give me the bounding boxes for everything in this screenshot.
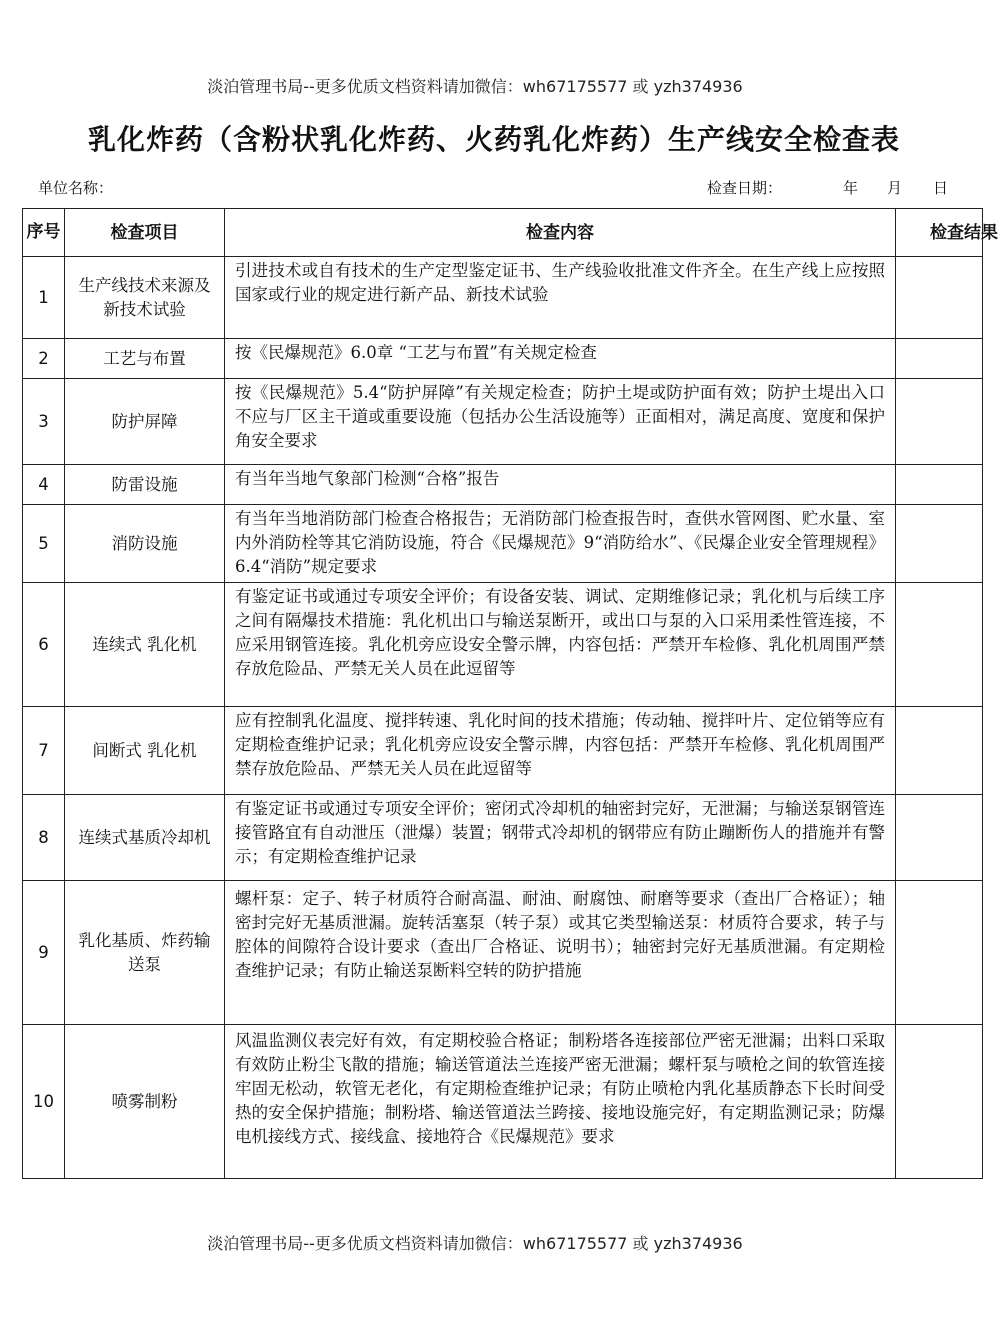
row-content: 引进技术或自有技术的生产定型鉴定证书、生产线验收批准文件齐全。在生产线上应按照国家或行业的规定进行新产品、新技术试验 (225, 257, 896, 339)
row-content: 有鉴定证书或通过专项安全评价；密闭式冷却机的轴密封完好，无泄漏；与输送泵钢管连接管路宜有自动泄压（泄爆）装置；钢带式冷却机的钢带应有防止蹦断伤人的措施并有警示；有定期检查维护记录 (225, 795, 896, 881)
date-label: 检查日期： (707, 179, 783, 197)
row-item: 防雷设施 (65, 465, 225, 505)
inspection-date (707, 177, 948, 198)
row-item: 消防设施 (65, 505, 225, 583)
date-day: 日 (933, 179, 949, 197)
row-result[interactable] (896, 881, 983, 1025)
row-result[interactable] (896, 379, 983, 465)
row-content: 应有控制乳化温度、搅拌转速、乳化时间的技术措施；传动轴、搅拌叶片、定位销等应有定期检查维护记录；乳化机旁应设安全警示牌，内容包括：严禁开车检修、乳化机周围严禁存放危险品、严禁无关人员在此逗留等 (225, 707, 896, 795)
row-result[interactable] (896, 339, 983, 379)
row-result[interactable] (896, 795, 983, 881)
row-no: 2 (23, 339, 65, 379)
row-content: 按《民爆规范》6.0章 “工艺与布置”有关规定检查 (225, 339, 896, 379)
row-content: 有鉴定证书或通过专项安全评价；有设备安装、调试、定期维修记录；乳化机与后续工序之间有隔爆技术措施：乳化机出口与输送泵断开，或出口与泵的入口采用柔性管连接，不应采用钢管连接。乳化机旁应设安全警示牌，内容包括：严禁开车检修、乳化机周围严禁存放危险品、严禁无关人员在此逗留等 (225, 583, 896, 707)
table-row (23, 583, 983, 707)
table-row (23, 505, 983, 583)
row-result[interactable] (896, 257, 983, 339)
header-content: 检查内容 (225, 209, 896, 257)
header-note: 淡泊管理书局--更多优质文档资料请加微信：wh67175577 或 yzh374936 (207, 77, 743, 96)
date-month: 月 (887, 179, 903, 197)
row-result[interactable] (896, 505, 983, 583)
row-no: 6 (23, 583, 65, 707)
row-content: 螺杆泵：定子、转子材质符合耐高温、耐油、耐腐蚀、耐磨等要求（查出厂合格证）；轴密封完好无基质泄漏。旋转活塞泵（转子泵）或其它类型输送泵：材质符合要求，转子与腔体的间隙符合设计要求（查出厂合格证、说明书）；轴密封完好无基质泄漏。有定期检查维护记录；有防止输送泵断料空转的防护措施 (225, 881, 896, 1025)
row-item: 喷雾制粉 (65, 1025, 225, 1179)
row-no: 10 (23, 1025, 65, 1179)
unit-name-label: 单位名称： (38, 179, 114, 197)
row-no: 3 (23, 379, 65, 465)
page-title: 乳化炸药（含粉状乳化炸药、火药乳化炸药）生产线安全检查表 (88, 123, 901, 156)
table-row (23, 881, 983, 1025)
header-no: 序号 (23, 209, 65, 257)
row-result[interactable] (896, 707, 983, 795)
row-result[interactable] (896, 465, 983, 505)
row-no: 4 (23, 465, 65, 505)
row-content: 风温监测仪表完好有效，有定期校验合格证；制粉塔各连接部位严密无泄漏；出料口采取有效防止粉尘飞散的措施；输送管道法兰连接严密无泄漏；螺杆泵与喷枪之间的软管连接牢固无松动，软管无老化，有定期检查维护记录；有防止喷枪内乳化基质静态下长时间受热的安全保护措施；制粉塔、输送管道法兰跨接、接地设施完好，有定期监测记录；防爆电机接线方式、接线盒、接地符合《民爆规范》要求 (225, 1025, 896, 1179)
table-row (23, 257, 983, 339)
row-item: 工艺与布置 (65, 339, 225, 379)
row-content: 按《民爆规范》5.4“防护屏障”有关规定检查；防护土堤或防护面有效；防护土堤出入口不应与厂区主干道或重要设施（包括办公生活设施等）正面相对，满足高度、宽度和保护角安全要求 (225, 379, 896, 465)
row-result[interactable] (896, 583, 983, 707)
row-no: 9 (23, 881, 65, 1025)
row-item: 生产线技术来源及新技术试验 (65, 257, 225, 339)
row-no: 1 (23, 257, 65, 339)
row-no: 7 (23, 707, 65, 795)
row-item: 间断式 乳化机 (65, 707, 225, 795)
table-row (23, 795, 983, 881)
row-result[interactable] (896, 1025, 983, 1179)
row-item: 连续式 乳化机 (65, 583, 225, 707)
row-item: 乳化基质、炸药输送泵 (65, 881, 225, 1025)
row-content: 有当年当地气象部门检测“合格”报告 (225, 465, 896, 505)
table-row (23, 379, 983, 465)
inspection-table (22, 208, 998, 1179)
row-no: 8 (23, 795, 65, 881)
date-year: 年 (843, 179, 859, 197)
footer-note: 淡泊管理书局--更多优质文档资料请加微信：wh67175577 或 yzh374936 (207, 1234, 743, 1253)
row-item: 防护屏障 (65, 379, 225, 465)
row-item: 连续式基质冷却机 (65, 795, 225, 881)
row-content: 有当年当地消防部门检查合格报告；无消防部门检查报告时，查供水管网图、贮水量、室内外消防栓等其它消防设施，符合《民爆规范》9“消防给水”、《民爆企业安全管理规程》6.4“消防”规定要求 (225, 505, 896, 583)
header-item: 检查项目 (65, 209, 225, 257)
row-no: 5 (23, 505, 65, 583)
table-row (23, 465, 983, 505)
table-row (23, 707, 983, 795)
table-row (23, 1025, 983, 1179)
header-result: 检查结果 (896, 209, 983, 257)
table-row (23, 339, 983, 379)
